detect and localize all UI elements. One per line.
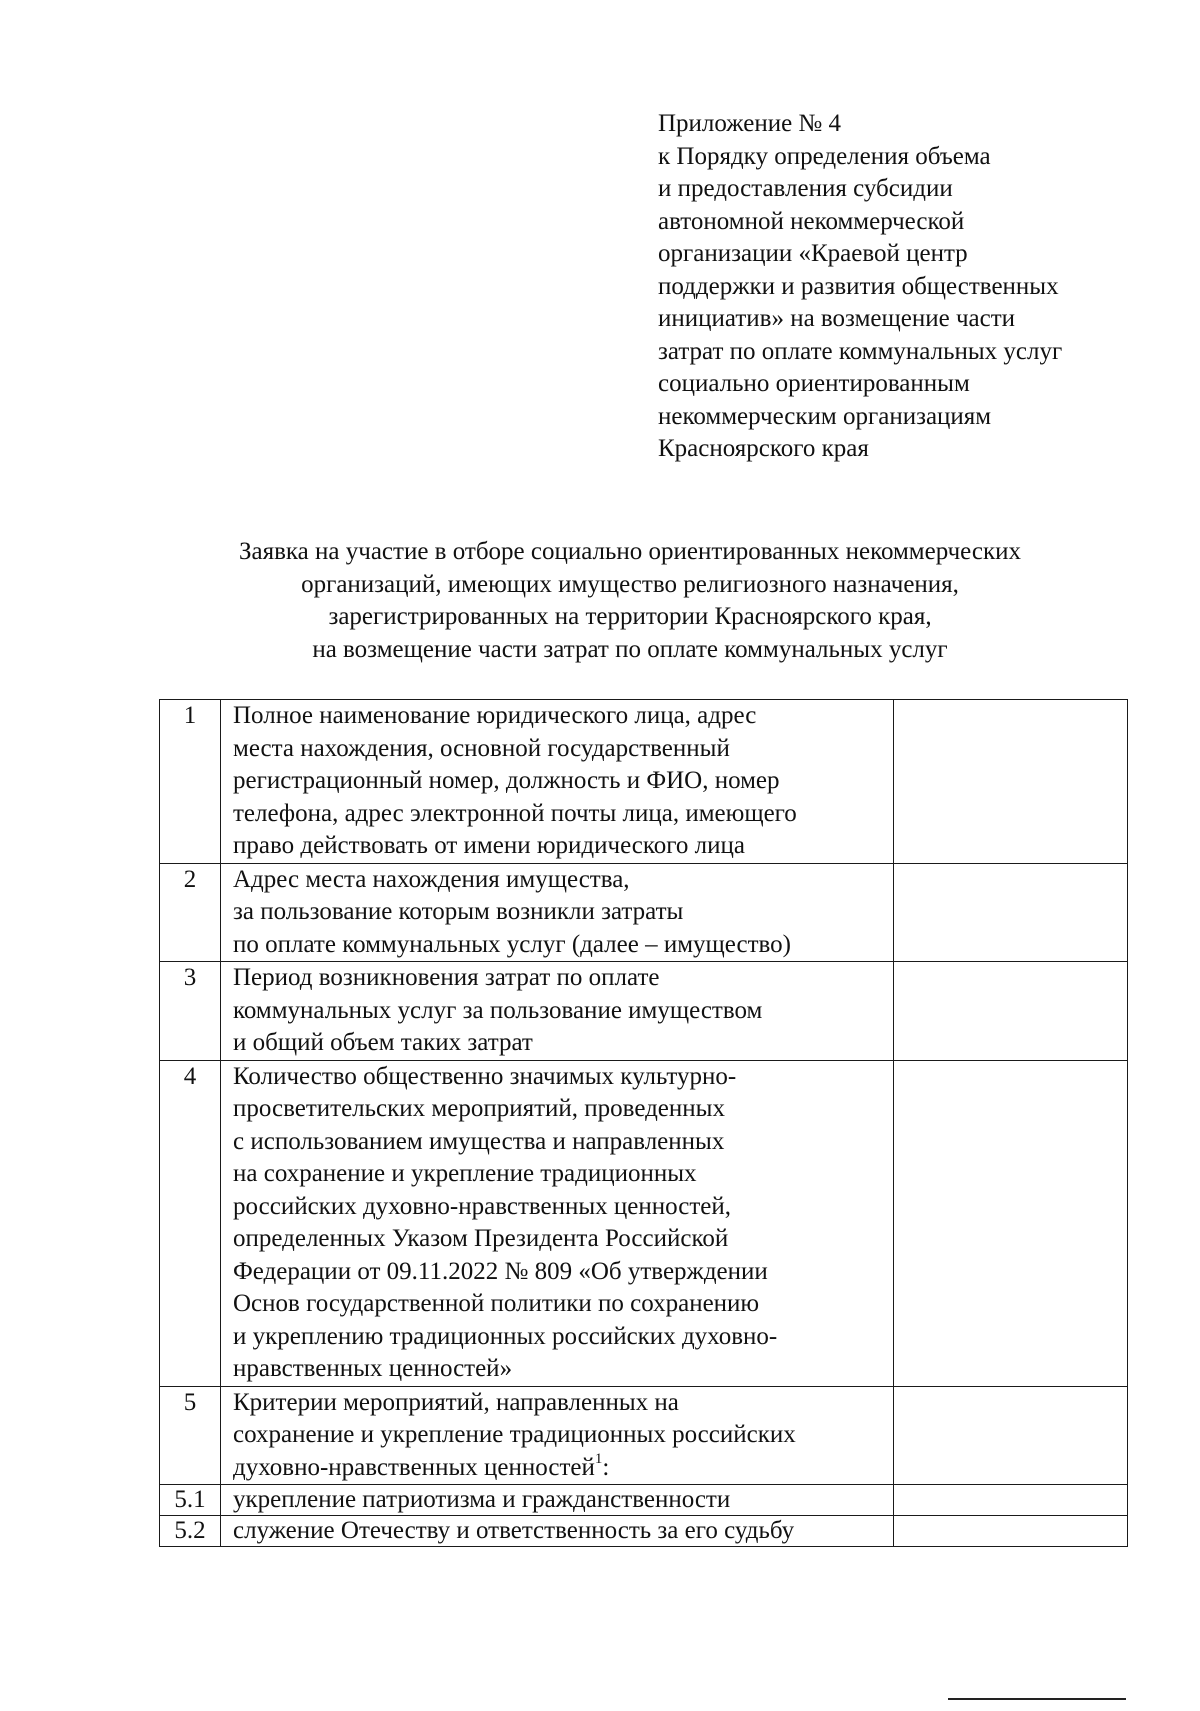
row-line: право действовать от имени юридического лица bbox=[233, 832, 745, 859]
row-line: и общий объем таких затрат bbox=[233, 1029, 533, 1056]
title-line: на возмещение части затрат по оплате коммунальных услуг bbox=[312, 635, 948, 663]
appendix-line: Красноярского края bbox=[658, 435, 869, 462]
footnote-separator bbox=[948, 1698, 1126, 1700]
appendix-line: поддержки и развития общественных bbox=[658, 272, 1059, 300]
row-number: 2 bbox=[160, 863, 221, 962]
row-line: Количество общественно значимых культурно- bbox=[233, 1062, 737, 1090]
row-line: Критерии мероприятий, направленных на bbox=[233, 1388, 679, 1416]
row-line-text: духовно-нравственных ценностей bbox=[233, 1453, 595, 1481]
table-row bbox=[160, 700, 1128, 864]
row-line: телефона, адрес электронной почты лица, имеющего bbox=[233, 799, 797, 827]
row-value-cell[interactable] bbox=[894, 863, 1128, 962]
row-line: регистрационный номер, должность и ФИО, номер bbox=[233, 767, 780, 794]
row-line: по оплате коммунальных услуг (далее – имущество) bbox=[233, 930, 791, 958]
row-description bbox=[221, 1386, 894, 1485]
row-line: просветительских мероприятий, проведенных bbox=[233, 1095, 725, 1122]
row-line: Адрес места нахождения имущества, bbox=[233, 865, 630, 893]
row-description bbox=[221, 863, 894, 962]
row-line: сохранение и укрепление традиционных российских bbox=[233, 1421, 796, 1448]
row-line: за пользование которым возникли затраты bbox=[233, 898, 684, 925]
footnote-mark: 1 bbox=[594, 1451, 603, 1468]
table-row bbox=[160, 1516, 1128, 1547]
table-row bbox=[160, 1386, 1128, 1485]
row-number: 5.2 bbox=[160, 1516, 221, 1547]
application-table bbox=[159, 699, 1128, 1547]
row-line: укрепление патриотизма и гражданственности bbox=[233, 1486, 731, 1513]
appendix-line: к Порядку определения объема bbox=[658, 142, 991, 170]
appendix-line: Приложение № 4 bbox=[658, 110, 842, 137]
title-line: Заявка на участие в отборе социально ориентированных некоммерческих bbox=[238, 538, 1021, 565]
appendix-line: затрат по оплате коммунальных услуг bbox=[658, 337, 1063, 365]
appendix-header bbox=[658, 108, 1128, 466]
row-value-cell[interactable] bbox=[894, 1386, 1128, 1485]
row-number: 1 bbox=[160, 700, 221, 864]
row-line: российских духовно-нравственных ценностей, bbox=[233, 1192, 732, 1220]
table-row bbox=[160, 1485, 1128, 1516]
row-line: и укреплению традиционных российских духовно- bbox=[233, 1322, 778, 1350]
appendix-line: автономной некоммерческой bbox=[658, 207, 965, 235]
appendix-line: социально ориентированным bbox=[658, 370, 970, 397]
row-description bbox=[221, 1485, 894, 1516]
row-value-cell[interactable] bbox=[894, 1516, 1128, 1547]
title-line: организаций, имеющих имущество религиозного назначения, bbox=[301, 570, 959, 598]
row-description bbox=[221, 962, 894, 1061]
row-line: с использованием имущества и направленных bbox=[233, 1127, 725, 1155]
row-line: служение Отечеству и ответственность за его судьбу bbox=[233, 1517, 795, 1544]
row-value-cell[interactable] bbox=[894, 700, 1128, 864]
row-value-cell[interactable] bbox=[894, 1485, 1128, 1516]
row-value-cell[interactable] bbox=[894, 1060, 1128, 1386]
row-description bbox=[221, 700, 894, 864]
appendix-line: инициатив» на возмещение части bbox=[658, 305, 1016, 332]
row-description bbox=[221, 1060, 894, 1386]
row-line: нравственных ценностей» bbox=[233, 1355, 513, 1382]
appendix-line: организации «Краевой центр bbox=[658, 240, 968, 267]
row-line: Основ государственной политики по сохранению bbox=[233, 1290, 760, 1317]
row-number: 5 bbox=[160, 1386, 221, 1485]
row-line: Полное наименование юридического лица, адрес bbox=[233, 702, 757, 729]
row-line: Период возникновения затрат по оплате bbox=[233, 964, 660, 991]
row-number: 5.1 bbox=[160, 1485, 221, 1516]
row-line: Федерации от 09.11.2022 № 809 «Об утверждении bbox=[233, 1257, 768, 1285]
row-number: 3 bbox=[160, 962, 221, 1061]
row-number: 4 bbox=[160, 1060, 221, 1386]
table-row bbox=[160, 863, 1128, 962]
row-line-with-footnote bbox=[233, 1452, 893, 1485]
row-description bbox=[221, 1516, 894, 1547]
title-line: зарегистрированных на территории Красноярского края, bbox=[328, 603, 932, 630]
table-row bbox=[160, 962, 1128, 1061]
appendix-line: некоммерческим организациям bbox=[658, 402, 992, 430]
row-line: коммунальных услуг за пользование имуществом bbox=[233, 996, 763, 1024]
row-line-trailing: : bbox=[602, 1453, 610, 1481]
appendix-line: и предоставления субсидии bbox=[658, 175, 953, 202]
row-line: на сохранение и укрепление традиционных bbox=[233, 1160, 697, 1187]
document-title bbox=[130, 536, 1130, 666]
row-value-cell[interactable] bbox=[894, 962, 1128, 1061]
row-line: места нахождения, основной государственный bbox=[233, 734, 730, 762]
table-row bbox=[160, 1060, 1128, 1386]
row-line: определенных Указом Президента Российской bbox=[233, 1225, 729, 1252]
